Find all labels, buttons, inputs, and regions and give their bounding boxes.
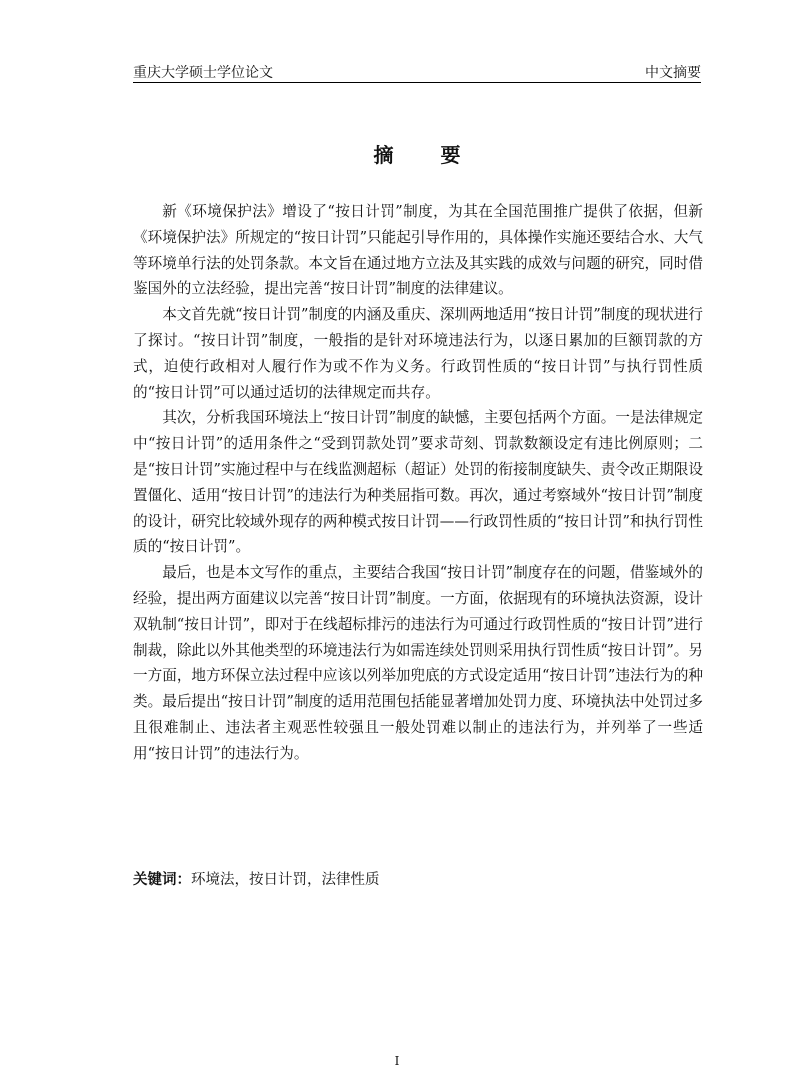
page-header [133,60,701,84]
abstract-paragraph-3: 其次，分析我国环境法上“按日计罚”制度的缺憾，主要包括两个方面。一是法律规定中“按日计罚”的适用条件之“受到罚款处罚”要求苛刻、罚款数额设定有违比例原则；二是“按日计罚”实施过程中与在线监测超标（超证）处罚的衔接制度缺失、责令改正期限设置僵化、适用“按日计罚”的违法行为种类屈指可数。再次，通过考察域外“按日计罚”制度的设计，研究比较域外现存的两种模式按日计罚——行政罚性质的“按日计罚”和执行罚性质的“按日计罚”。 [133,409,703,556]
keywords-text: 环境法，按日计罚，法律性质 [191,872,380,888]
header-section-title: 中文摘要 [645,65,701,81]
abstract-title: 摘 要 [373,143,481,167]
abstract-paragraph-2: 本文首先就“按日计罚”制度的内涵及重庆、深圳两地适用“按日计罚”制度的现状进行了探讨。“按日计罚”制度，一般指的是针对环境违法行为，以逐日累加的巨额罚款的方式，迫使行政相对人履行作为或不作为义务。行政罚性质的“按日计罚”与执行罚性质的“按日计罚”可以通过适切的法律规定而共存。 [133,306,703,401]
abstract-paragraph-4: 最后，也是本文写作的重点，主要结合我国“按日计罚”制度存在的问题，借鉴域外的经验，提出两方面建议以完善“按日计罚”制度。一方面，依据现有的环境执法资源，设计双轨制“按日计罚”，即对于在线超标排污的违法行为可通过行政罚性质的“按日计罚”进行制裁，除此以外其他类型的环境违法行为如需连续处罚则采用执行罚性质“按日计罚”。另一方面，地方环保立法过程中应该以列举加兜底的方式设定适用“按日计罚”违法行为的种类。最后提出“按日计罚”制度的适用范围包括能显著增加处罚力度、环境执法中处罚过多且很难制止、违法者主观恶性较强且一般处罚难以制止的违法行为，并列举了一些适用“按日计罚”的违法行为。 [133,564,703,762]
header-thesis-title: 重庆大学硕士学位论文 [133,65,273,81]
header-rule [133,82,701,83]
abstract-body [133,199,703,767]
abstract-paragraph-1: 新《环境保护法》增设了“按日计罚”制度，为其在全国范围推广提供了依据，但新《环境保护法》所规定的“按日计罚”只能起引导作用的，具体操作实施还要结合水、大气等环境单行法的处罚条款。本文旨在通过地方立法及其实践的成效与问题的研究，同时借鉴国外的立法经验，提出完善“按日计罚”制度的法律建议。 [133,203,703,298]
keywords-line [133,868,380,892]
keywords-label: 关键词： [133,872,191,888]
page-number: I [394,1054,400,1068]
